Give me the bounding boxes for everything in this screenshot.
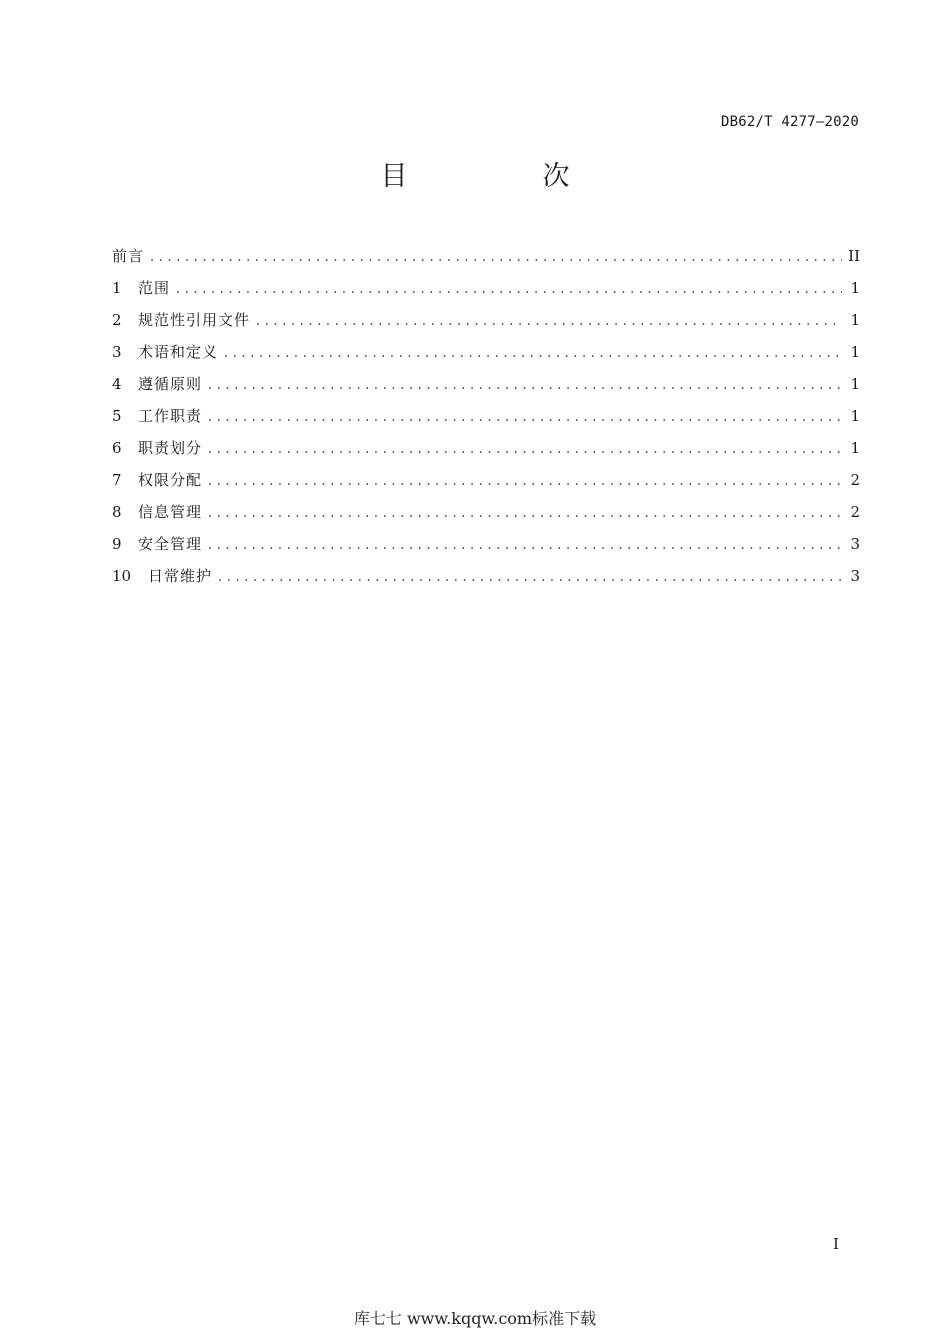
toc-entry-number: 5 <box>112 407 122 425</box>
toc-entry-number: 7 <box>112 471 122 489</box>
toc-entry-division-of-duties[interactable] <box>112 436 860 468</box>
toc-entry-page: 1 <box>850 407 860 425</box>
toc-entry-page: 3 <box>850 567 860 585</box>
toc-entry-label: 工作职责 <box>138 407 203 425</box>
toc-entry-number: 3 <box>112 343 122 361</box>
toc-entry-label: 信息管理 <box>138 503 203 521</box>
toc-dot-leader <box>256 310 842 334</box>
toc-entry-page: 1 <box>850 439 860 457</box>
toc-entry-information-management[interactable] <box>112 500 860 532</box>
toc-entry-label: 权限分配 <box>138 471 203 489</box>
toc-entry-label: 规范性引用文件 <box>138 311 251 329</box>
toc-dot-leader <box>208 502 842 526</box>
toc-entry-label: 前言 <box>112 247 145 265</box>
toc-entry-label: 术语和定义 <box>138 343 219 361</box>
toc-entry-security-management[interactable] <box>112 532 860 564</box>
toc-entry-page: 2 <box>850 471 860 489</box>
toc-dot-leader <box>208 534 842 558</box>
toc-entry-number: 9 <box>112 535 122 553</box>
toc-entry-normative-references[interactable] <box>112 308 860 340</box>
toc-entry-terms-definitions[interactable] <box>112 340 860 372</box>
toc-dot-leader <box>208 374 842 398</box>
toc-entry-page: II <box>848 247 860 265</box>
toc-entry-scope[interactable] <box>112 276 860 308</box>
toc-entry-number: 4 <box>112 375 122 393</box>
toc-entry-number: 6 <box>112 439 122 457</box>
toc-entry-page: 1 <box>850 311 860 329</box>
toc-entry-page: 1 <box>850 375 860 393</box>
toc-entry-permission-allocation[interactable] <box>112 468 860 500</box>
download-watermark: 库七七 www.kqqw.com标准下载 <box>353 1309 597 1328</box>
toc-entry-page: 2 <box>850 503 860 521</box>
toc-entry-label: 安全管理 <box>138 535 203 553</box>
toc-entry-label: 遵循原则 <box>138 375 203 393</box>
standard-code: DB62/T 4277—2020 <box>720 114 859 130</box>
toc-entry-daily-maintenance[interactable] <box>112 564 860 596</box>
toc-entry-page: 1 <box>850 343 860 361</box>
toc-dot-leader <box>208 470 842 494</box>
toc-dot-leader <box>150 246 842 270</box>
toc-entry-label: 职责划分 <box>138 439 203 457</box>
toc-entry-label: 范围 <box>138 279 171 297</box>
toc-entry-foreword[interactable] <box>112 244 860 276</box>
toc-entry-principles[interactable] <box>112 372 860 404</box>
toc-dot-leader <box>224 342 842 366</box>
toc-entry-label: 日常维护 <box>148 567 213 585</box>
toc-dot-leader <box>208 438 842 462</box>
page-title: 目 次 <box>380 161 624 192</box>
toc-entry-page: 1 <box>850 279 860 297</box>
toc-dot-leader <box>218 566 842 590</box>
toc-entry-number: 1 <box>112 279 122 297</box>
toc-dot-leader <box>208 406 842 430</box>
toc-entry-page: 3 <box>850 535 860 553</box>
toc-entry-responsibilities[interactable] <box>112 404 860 436</box>
table-of-contents <box>112 244 860 596</box>
toc-entry-number: 10 <box>112 567 132 585</box>
toc-entry-number: 2 <box>112 311 122 329</box>
page-number: I <box>833 1235 839 1253</box>
toc-dot-leader <box>176 278 842 302</box>
toc-entry-number: 8 <box>112 503 122 521</box>
